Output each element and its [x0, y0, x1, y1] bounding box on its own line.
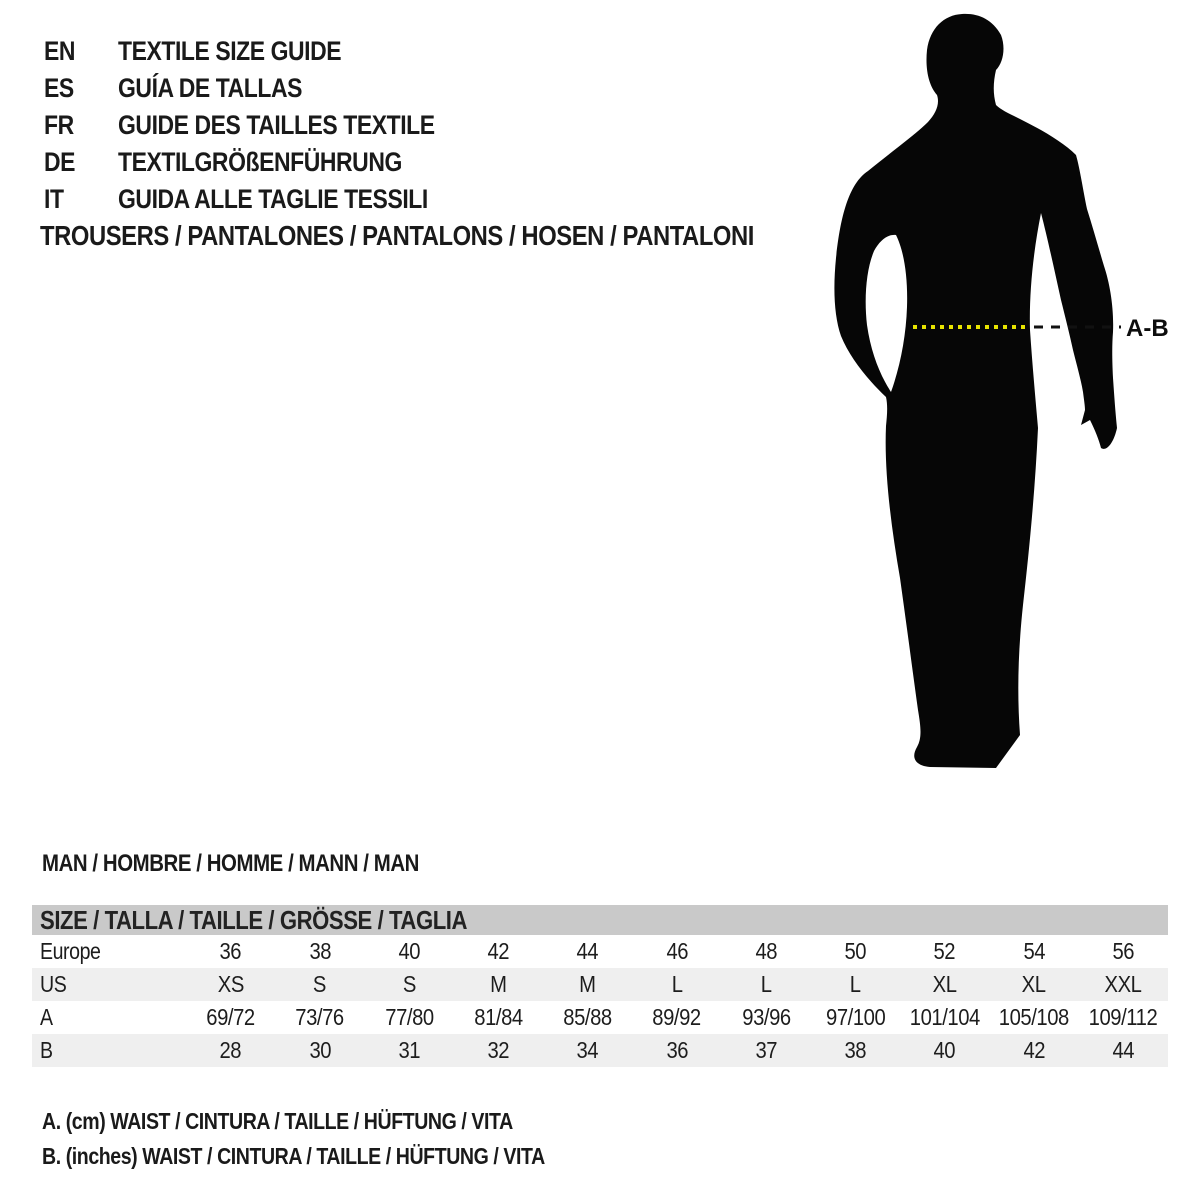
row-label: A [40, 1004, 53, 1030]
cell: 105/108 [998, 1004, 1070, 1030]
language-row-fr [44, 107, 491, 144]
cell: 42 [1023, 1037, 1045, 1063]
table-row-a-cm [32, 1001, 1168, 1034]
cell: 32 [487, 1037, 510, 1063]
language-title: GUIDA ALLE TAGLIE TESSILI [118, 184, 428, 214]
cell: M [490, 971, 507, 997]
language-code: IT [44, 184, 64, 214]
size-table-header [32, 905, 1168, 935]
language-row-en [44, 33, 491, 70]
cell: S [313, 971, 327, 997]
language-row-it [44, 181, 491, 218]
cell: 40 [933, 1037, 956, 1063]
language-row-es [44, 70, 491, 107]
language-title: GUÍA DE TALLAS [118, 73, 303, 103]
product-heading [40, 220, 880, 252]
cell: 52 [933, 938, 956, 964]
language-code: DE [44, 147, 76, 177]
cell: 46 [666, 938, 688, 964]
row-label: US [40, 971, 67, 997]
section-heading-text: MAN / HOMBRE / HOMME / MANN / MAN [42, 850, 419, 877]
cell: 44 [1112, 1037, 1135, 1063]
cell: 28 [219, 1037, 242, 1063]
cell: XXL [1104, 971, 1142, 997]
cell: 97/100 [825, 1004, 886, 1030]
cell: XL [1022, 971, 1046, 997]
cell: 101/104 [909, 1004, 980, 1030]
cell: 81/84 [474, 1004, 523, 1030]
size-table [32, 905, 1168, 1067]
cell: 77/80 [384, 1004, 434, 1030]
man-silhouette-figure [830, 6, 1170, 786]
cell: 89/92 [652, 1004, 702, 1030]
note-a-text: A. (cm) WAIST / CINTURA / TAILLE / HÜFTUNG / VITA [42, 1108, 513, 1134]
note-a-cm [42, 1104, 634, 1139]
size-table-grid [32, 935, 1168, 1067]
product-heading-text: TROUSERS / PANTALONES / PANTALONS / HOSEN / PANTALONI [40, 220, 754, 251]
cell: 85/88 [563, 1004, 612, 1030]
cell: 42 [487, 938, 510, 964]
section-heading [42, 850, 485, 878]
language-title: TEXTILE SIZE GUIDE [118, 36, 342, 66]
man-silhouette-svg [830, 6, 1170, 786]
cell: 50 [844, 938, 867, 964]
cell: 37 [755, 1037, 778, 1063]
cell: 40 [398, 938, 420, 964]
cell: 34 [576, 1037, 599, 1063]
table-row-us [32, 968, 1168, 1001]
language-code: EN [44, 36, 76, 66]
table-row-europe [32, 935, 1168, 968]
man-silhouette [834, 14, 1117, 768]
cell: 38 [844, 1037, 867, 1063]
cell: 48 [755, 938, 778, 964]
cell: 30 [309, 1037, 331, 1063]
language-list [44, 33, 491, 218]
cell: 31 [398, 1037, 420, 1063]
table-row-b-inches [32, 1034, 1168, 1067]
language-title: TEXTILGRÖßENFÜHRUNG [118, 147, 402, 177]
cell: 54 [1023, 938, 1045, 964]
cell: XS [217, 971, 244, 997]
language-title: GUIDE DES TAILLES TEXTILE [118, 110, 435, 140]
row-label: B [40, 1037, 53, 1063]
cell: L [760, 971, 772, 997]
measure-label: A-B [1126, 315, 1169, 342]
note-b-inches [42, 1139, 634, 1174]
cell: M [579, 971, 596, 997]
measurement-notes [42, 1104, 634, 1174]
cell: L [850, 971, 861, 997]
cell: 93/96 [741, 1004, 791, 1030]
language-code: ES [44, 73, 74, 103]
language-code: FR [44, 110, 74, 140]
cell: 109/112 [1089, 1004, 1158, 1030]
cell: S [402, 971, 416, 997]
language-row-de [44, 144, 491, 181]
row-label: Europe [40, 938, 101, 964]
cell: 36 [666, 1037, 688, 1063]
cell: 44 [576, 938, 599, 964]
cell: L [671, 971, 683, 997]
cell: XL [932, 971, 957, 997]
note-b-text: B. (inches) WAIST / CINTURA / TAILLE / HÜFTUNG / VITA [42, 1143, 545, 1169]
cell: 69/72 [206, 1004, 255, 1030]
cell: 56 [1112, 938, 1135, 964]
size-table-header-text: SIZE / TALLA / TAILLE / GRÖSSE / TAGLIA [40, 905, 468, 935]
cell: 38 [309, 938, 331, 964]
cell: 73/76 [295, 1004, 345, 1030]
cell: 36 [219, 938, 242, 964]
